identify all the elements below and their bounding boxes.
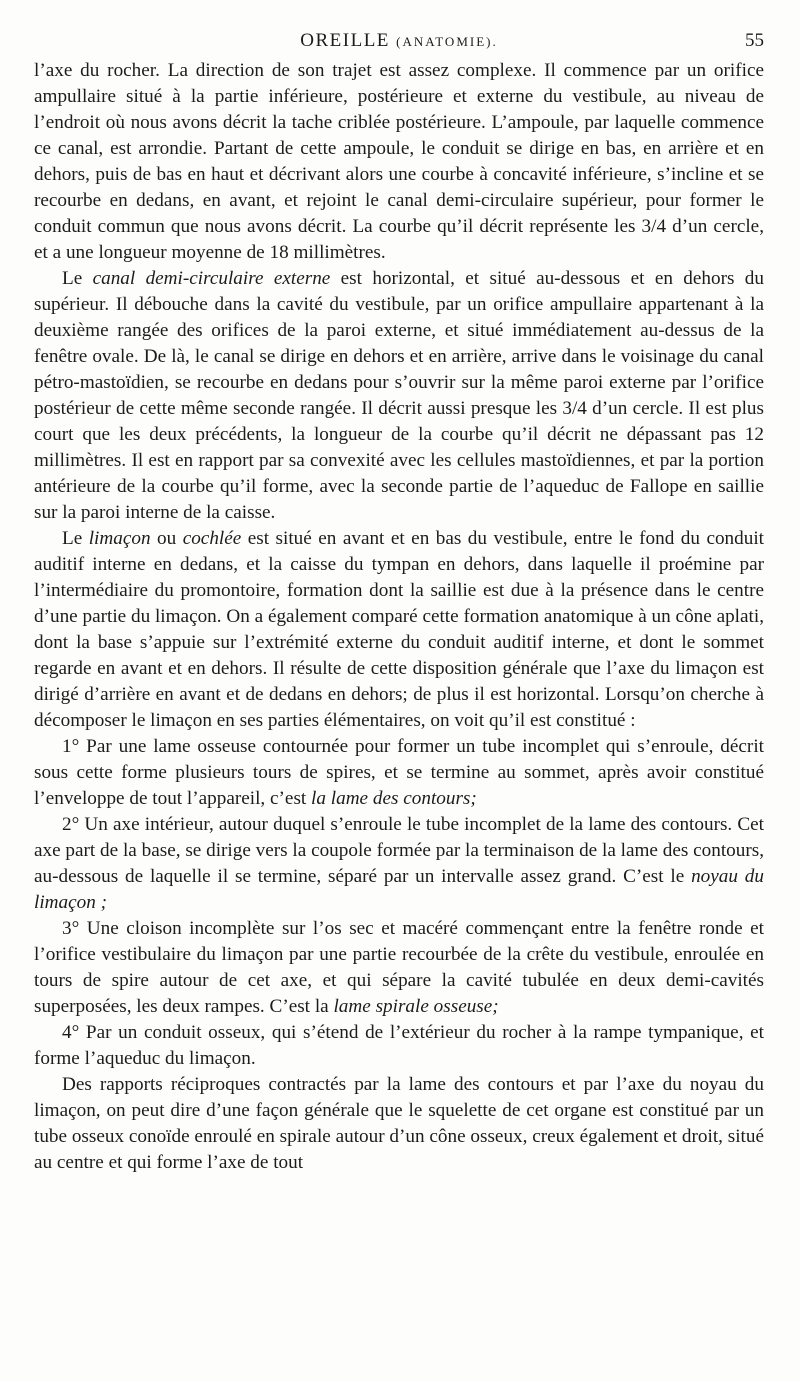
text-run: 3° Une cloison incomplète sur l’os sec et macéré commençant entre la fenêtre ronde et l’orifice vestibulaire du limaçon par une partie recourbée de la crête du vestibule, enroulée en tours de spire autour de cet axe, et qui sépare la cavité tubulée en deux demi-cavités superposées, les deux rampes. C’est la — [34, 918, 764, 1017]
italic-term: lame spirale osseuse; — [333, 996, 499, 1017]
text-run: Le — [62, 528, 89, 549]
paragraph — [34, 1020, 764, 1072]
paragraph — [34, 58, 764, 266]
text-run: ou — [150, 528, 183, 549]
running-title-sub: (ANATOMIE). — [396, 34, 498, 49]
italic-term: canal demi-circulaire externe — [92, 268, 331, 289]
italic-term: limaçon — [88, 528, 151, 549]
text-run: est situé en avant et en bas du vestibule, entre le fond du conduit auditif interne en dedans, et la caisse du tympan en dehors, dans laquelle il proémine par l’intermédiaire du promontoire, formation dont la saillie est due à la présence dans le centre d’une partie du limaçon. On a également comparé cette formation anatomique à un cône aplati, dont la base s’appuie sur l’extrémité externe du conduit auditif interne, et dont le sommet regarde en avant et en dehors. Il résulte de cette disposition générale que l’axe du limaçon est dirigé d’arrière en avant et de dedans en dehors; de plus il est horizontal. Lorsqu’on cherche à décomposer le limaçon en ses parties élémentaires, on voit qu’il est constitué : — [34, 528, 764, 731]
text-run: Le — [62, 268, 93, 289]
text-run: l’axe du rocher. La direction de son trajet est assez complexe. Il commence par un orifice ampullaire situé à la partie inférieure, postérieure et externe du vestibule, au niveau de l’endroit où nous avons décrit la tache criblée postérieure. L’ampoule, par laquelle commence ce canal, est arrondie. Partant de cette ampoule, le conduit se dirige en bas, en arrière et en dehors, puis de bas en haut et décrivant alors une courbe à concavité inférieure, s’incline et se recourbe en dedans, en avant, et rejoint le canal demi-circulaire supérieur, pour former le conduit commun que nous avons décrit. La courbe qu’il décrit représente les 3/4 d’un cercle, et a une longueur moyenne de 18 millimètres. — [34, 60, 764, 263]
italic-term: la lame des contours; — [311, 788, 477, 809]
running-title — [34, 30, 764, 52]
paragraph — [34, 812, 764, 916]
paragraph — [34, 734, 764, 812]
paragraph — [34, 526, 764, 734]
text-run: 1° Par une lame osseuse contournée pour former un tube incomplet qui s’enroule, décrit sous cette forme plusieurs tours de spires, et se termine au sommet, après avoir constitué l’enveloppe de tout l’appareil, c’est — [34, 736, 764, 809]
body-text — [34, 58, 764, 1176]
text-run: est horizontal, et situé au-dessous et en dehors du supérieur. Il débouche dans la cavité du vestibule, par un orifice ampullaire appartenant à la deuxième rangée des orifices de la paroi externe, et situé immédiatement au-dessus de la fenêtre ovale. De là, le canal se dirige en dehors et en arrière, arrive dans le voisinage du canal pétro-mastoïdien, se recourbe en dedans pour s’ouvrir sur la même paroi externe par l’orifice postérieur de cette même seconde rangée. Il décrit aussi presque les 3/4 d’un cercle. Il est plus court que les deux précédents, la longueur de la courbe qu’il décrit ne dépassant pas 12 millimètres. Il est en rapport par sa convexité avec les cellules mastoïdiennes, et par la portion antérieure de la courbe qu’il forme, avec la seconde partie de l’aqueduc de Fallope en saillie sur la paroi interne de la caisse. — [34, 268, 764, 523]
text-run: 2° Un axe intérieur, autour duquel s’enroule le tube incomplet de la lame des contours. Cet axe part de la base, se dirige vers la coupole formée par la terminaison de la lame des contours, au-dessous de laquelle il se termine, séparé par un intervalle assez grand. C’est le — [34, 814, 764, 887]
text-run: Des rapports réciproques contractés par la lame des contours et par l’axe du noyau du limaçon, on peut dire d’une façon générale que le squelette de cet organe est constitué par un tube osseux conoïde enroulé en spirale autour d’un cône osseux, creux également et droit, situé au centre et qui forme l’axe de tout — [34, 1074, 764, 1173]
text-run: 4° Par un conduit osseux, qui s’étend de l’extérieur du rocher à la rampe tympanique, et forme l’aqueduc du limaçon. — [34, 1022, 764, 1069]
page-number: 55 — [745, 30, 764, 51]
paragraph — [34, 266, 764, 526]
running-header — [34, 0, 764, 58]
paragraph — [34, 916, 764, 1020]
paragraph — [34, 1072, 764, 1176]
italic-term: cochlée — [182, 528, 242, 549]
running-title-main: OREILLE — [300, 30, 390, 51]
italic-term: noyau du limaçon ; — [34, 866, 764, 913]
